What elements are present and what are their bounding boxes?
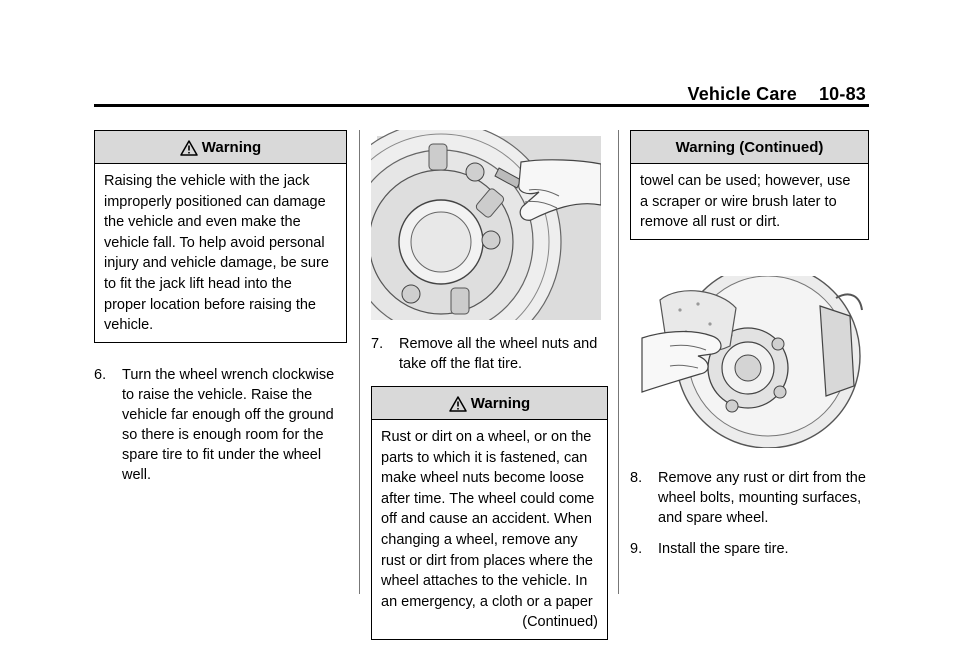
warning-box-continued [630, 130, 869, 240]
continued-label: (Continued) [522, 614, 598, 631]
warning-box-jack [94, 130, 347, 343]
warning-text: towel can be used; however, use a scraper or wire brush later to remove all rust or dirt. [640, 173, 851, 231]
step-number: 9. [630, 540, 643, 557]
warning-text-wrap [372, 420, 607, 639]
step-8 [630, 468, 869, 528]
step-text: Remove any rust or dirt from the wheel bolts, mounting surfaces, and spare wheel. [658, 469, 866, 526]
column-divider-2 [618, 130, 619, 594]
step-6 [94, 365, 347, 485]
warning-title: Warning (Continued) [675, 139, 824, 156]
warning-header [631, 131, 868, 164]
column-divider-1 [359, 130, 360, 594]
step-text: Remove all the wheel nuts and take off the flat tire. [399, 336, 598, 372]
page-header [687, 84, 866, 105]
page-number: 10-83 [818, 84, 866, 104]
section-title: Vehicle Care [687, 84, 797, 104]
warning-box-rust [371, 386, 608, 640]
step-number: 7. [371, 336, 384, 352]
warning-triangle-icon [449, 396, 467, 412]
step-number: 8. [630, 469, 643, 486]
warning-title: Warning [470, 395, 531, 412]
step-number: 6. [94, 366, 107, 383]
warning-text: Rust or dirt on a wheel, or on the parts to which it is fastened, can make wheel nuts become loose after time. The wheel could come off and cause an accident. When changing a wheel, remove any rust or dirt from places where the wheel attaches to the vehicle. In an emergency, a cloth or a paper [381, 429, 595, 610]
warning-header [95, 131, 346, 164]
warning-title: Warning [201, 139, 262, 156]
header-rule [94, 104, 869, 107]
step-text: Install the spare tire. [658, 540, 789, 557]
column-3 [630, 130, 869, 559]
brake-hub-cleaning-illustration [640, 276, 866, 448]
column-1 [94, 130, 347, 485]
step-text: Turn the wheel wrench clockwise to raise the vehicle. Raise the vehicle far enough off the ground so there is enough room for the spare tire to fit under the wheel well. [122, 366, 335, 483]
step-9 [630, 539, 869, 559]
warning-header [372, 387, 607, 420]
warning-triangle-icon [180, 140, 198, 156]
column-2 [371, 130, 608, 640]
warning-text: Raising the vehicle with the jack improperly positioned can damage the vehicle and even make the vehicle fall. To help avoid personal injury and vehicle damage, be sure to fit the jack lift head into the proper location before raising the vehicle. [104, 173, 329, 334]
step-7 [371, 334, 608, 374]
wheel-nut-removal-illustration [371, 130, 601, 320]
